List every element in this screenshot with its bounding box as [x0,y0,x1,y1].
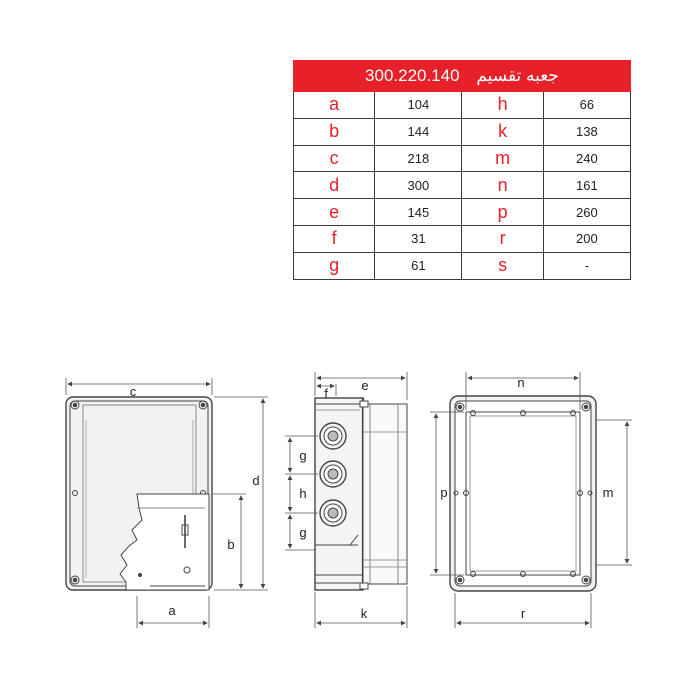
dim-letter: a [294,92,375,119]
dim-value: - [543,252,630,279]
dim-value: 161 [543,172,630,199]
dim-letter: d [294,172,375,199]
dim-value: 218 [375,145,462,172]
dim-value: 260 [543,199,630,226]
dim-value: 31 [375,225,462,252]
dim-label-c: c [129,384,137,399]
dim-value: 104 [375,92,462,119]
dim-letter: m [462,145,543,172]
dim-label-f: f [324,386,328,401]
dim-letter: g [294,252,375,279]
dim-label-g-top: g [299,448,307,463]
dim-label-n: n [517,375,525,390]
dim-label-d: d [252,473,260,488]
dim-letter: c [294,145,375,172]
side-view-drawing [315,398,407,590]
dim-label-k: k [360,606,368,621]
dim-value: 200 [543,225,630,252]
dim-label-r: r [520,606,526,621]
dim-value: 240 [543,145,630,172]
dim-letter: e [294,199,375,226]
dim-letter: f [294,225,375,252]
dim-label-e: e [361,378,369,393]
back-view-drawing [450,396,596,591]
dim-letter: r [462,225,543,252]
dim-label-g-bottom: g [299,525,307,540]
dim-letter: s [462,252,543,279]
dim-value: 61 [375,252,462,279]
dim-value: 66 [543,92,630,119]
dim-label-b: b [227,537,235,552]
dim-letter: k [462,118,543,145]
dim-value: 300 [375,172,462,199]
dim-label-h: h [299,486,307,501]
dim-letter: h [462,92,543,119]
product-name: جعبه تقسیم [476,66,559,85]
dim-value: 138 [543,118,630,145]
front-view-drawing [66,397,212,590]
dim-letter: n [462,172,543,199]
dim-letter: b [294,118,375,145]
dim-value: 144 [375,118,462,145]
dim-label-p: p [440,485,448,500]
dim-letter: p [462,199,543,226]
dim-label-m: m [602,485,614,500]
dim-value: 145 [375,199,462,226]
dim-label-a: a [168,603,176,618]
model-number: 300.220.140 [365,66,460,85]
